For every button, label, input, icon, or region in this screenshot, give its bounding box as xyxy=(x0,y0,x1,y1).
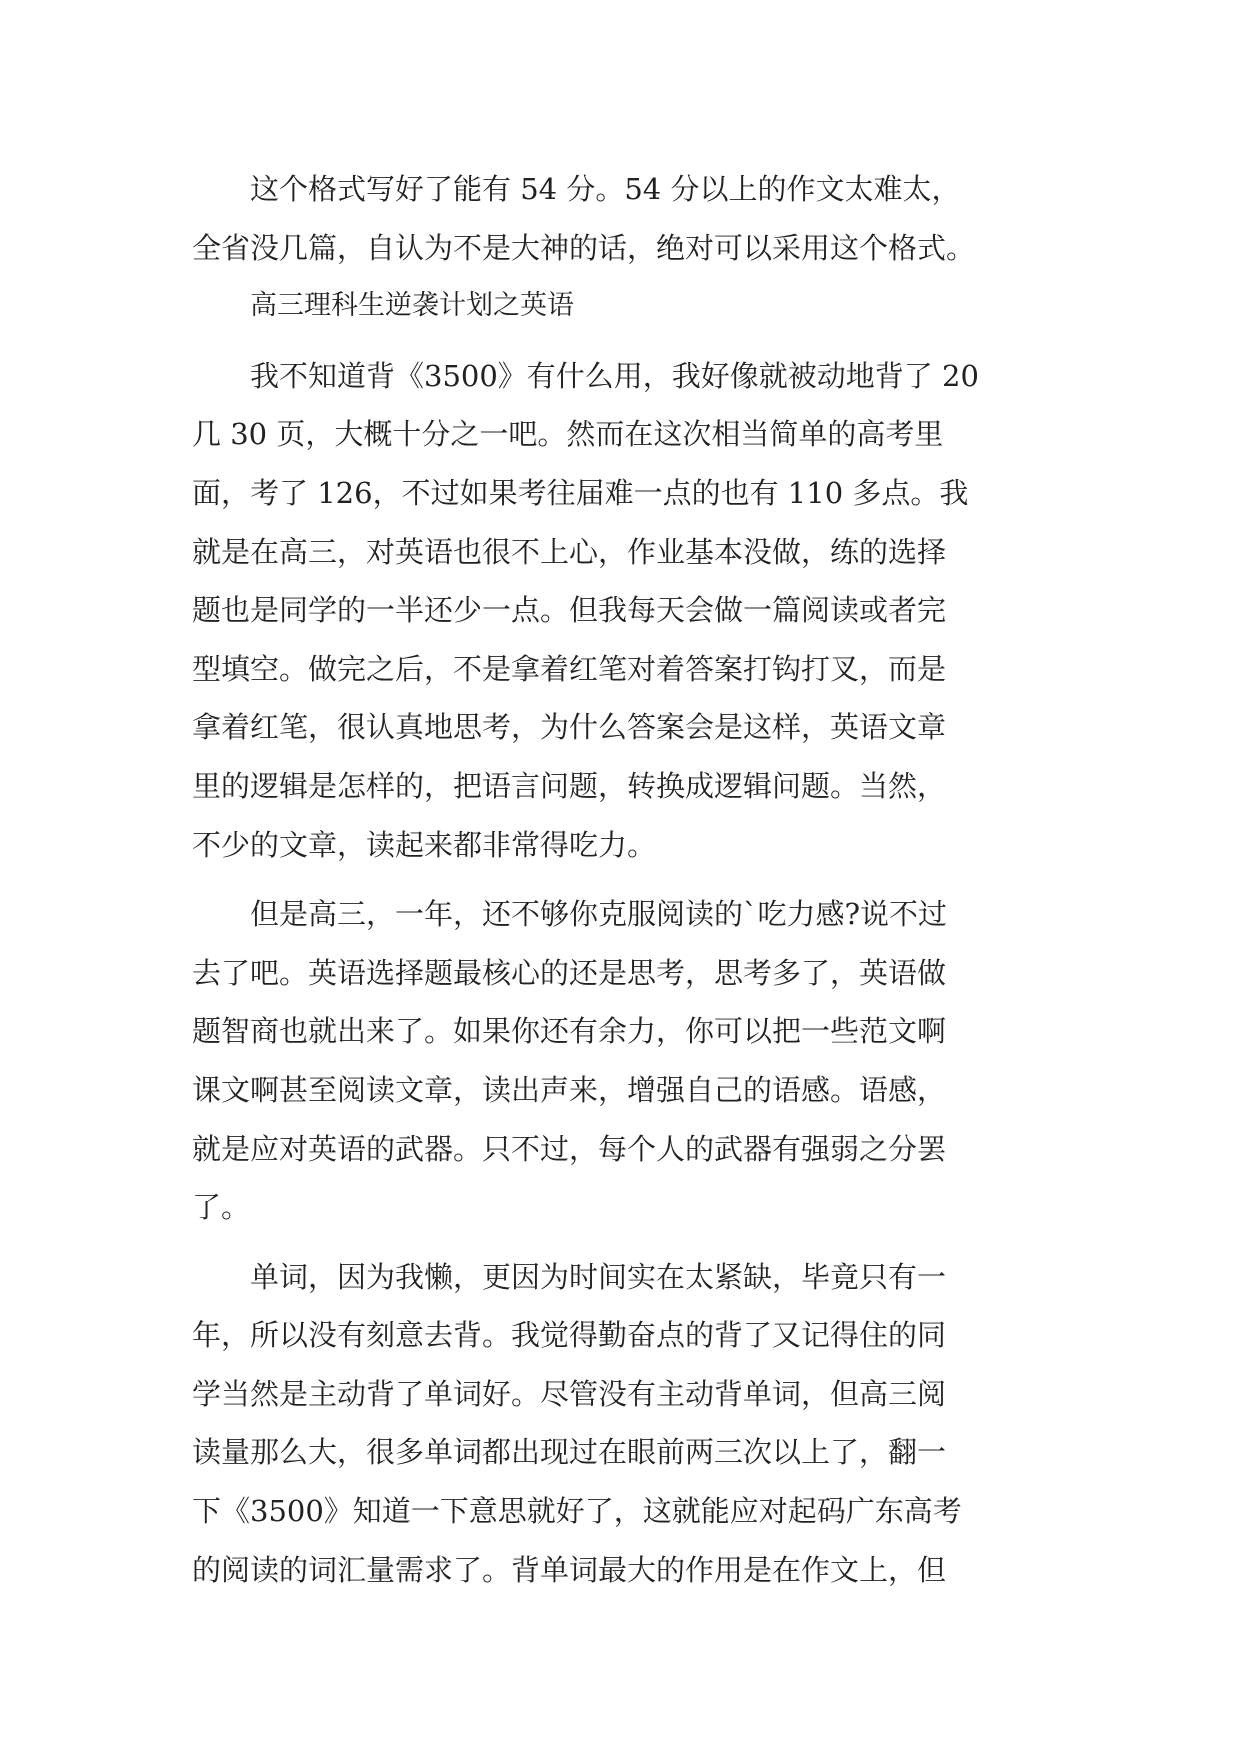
text-line: 课文啊甚至阅读文章，读出声来，增强自己的语感。语感， xyxy=(192,1072,947,1107)
text-line: 几 30 页，大概十分之一吧。然而在这次相当简单的高考里 xyxy=(192,417,944,452)
text-line: 题智商也就出来了。如果你还有余力，你可以把一些范文啊 xyxy=(192,1014,947,1049)
text-line: 读量那么大，很多单词都出现过在眼前两三次以上了，翻一 xyxy=(192,1435,947,1470)
paragraph xyxy=(192,347,1056,874)
paragraph xyxy=(192,885,1056,1237)
text-line: 学当然是主动背了单词好。尽管没有主动背单词，但高三阅 xyxy=(192,1376,947,1411)
text-line: 拿着红笔，很认真地思考，为什么答案会是这样，英语文章 xyxy=(192,710,947,745)
text-line: 了。 xyxy=(192,1190,251,1225)
text-line: 年，所以没有刻意去背。我觉得勤奋点的背了又记得住的同 xyxy=(192,1318,947,1353)
text-line: 就是应对英语的武器。只不过，每个人的武器有强弱之分罢 xyxy=(192,1131,947,1166)
text-line: 型填空。做完之后，不是拿着红笔对着答案打钩打叉，而是 xyxy=(192,651,947,686)
text-line: 单词，因为我懒，更因为时间实在太紧缺，毕竟只有一 xyxy=(250,1259,947,1294)
text-line: 里的逻辑是怎样的，把语言问题，转换成逻辑问题。当然， xyxy=(192,768,947,803)
text-line: 全省没几篇，自认为不是大神的话，绝对可以采用这个格式。 xyxy=(192,230,976,265)
text-line: 就是在高三，对英语也很不上心，作业基本没做，练的选择 xyxy=(192,534,947,569)
text-line: 题也是同学的一半还少一点。但我每天会做一篇阅读或者完 xyxy=(192,593,947,628)
text-line: 下《3500》知道一下意思就好了，这就能应对起码广东高考 xyxy=(192,1494,962,1529)
text-line: 我不知道背《3500》有什么用，我好像就被动地背了 20 xyxy=(250,358,979,393)
text-line: 这个格式写好了能有 54 分。54 分以上的作文太难太， xyxy=(250,172,961,206)
text-line: 的阅读的词汇量需求了。背单词最大的作用是在作文上，但 xyxy=(192,1552,947,1587)
paragraph xyxy=(192,1248,1056,1600)
document-body xyxy=(192,160,1056,1599)
heading-text: 高三理科生逆袭计划之英语 xyxy=(250,290,574,322)
text-line: 面，考了 126，不过如果考往届难一点的也有 110 多点。我 xyxy=(192,475,969,510)
text-line: 但是高三，一年，还不够你克服阅读的`吃力感?说不过 xyxy=(250,897,948,932)
paragraph xyxy=(192,160,1056,277)
section-heading xyxy=(192,277,1056,336)
text-line: 去了吧。英语选择题最核心的还是思考，思考多了，英语做 xyxy=(192,955,947,990)
text-line: 不少的文章，读起来都非常得吃力。 xyxy=(192,827,657,862)
